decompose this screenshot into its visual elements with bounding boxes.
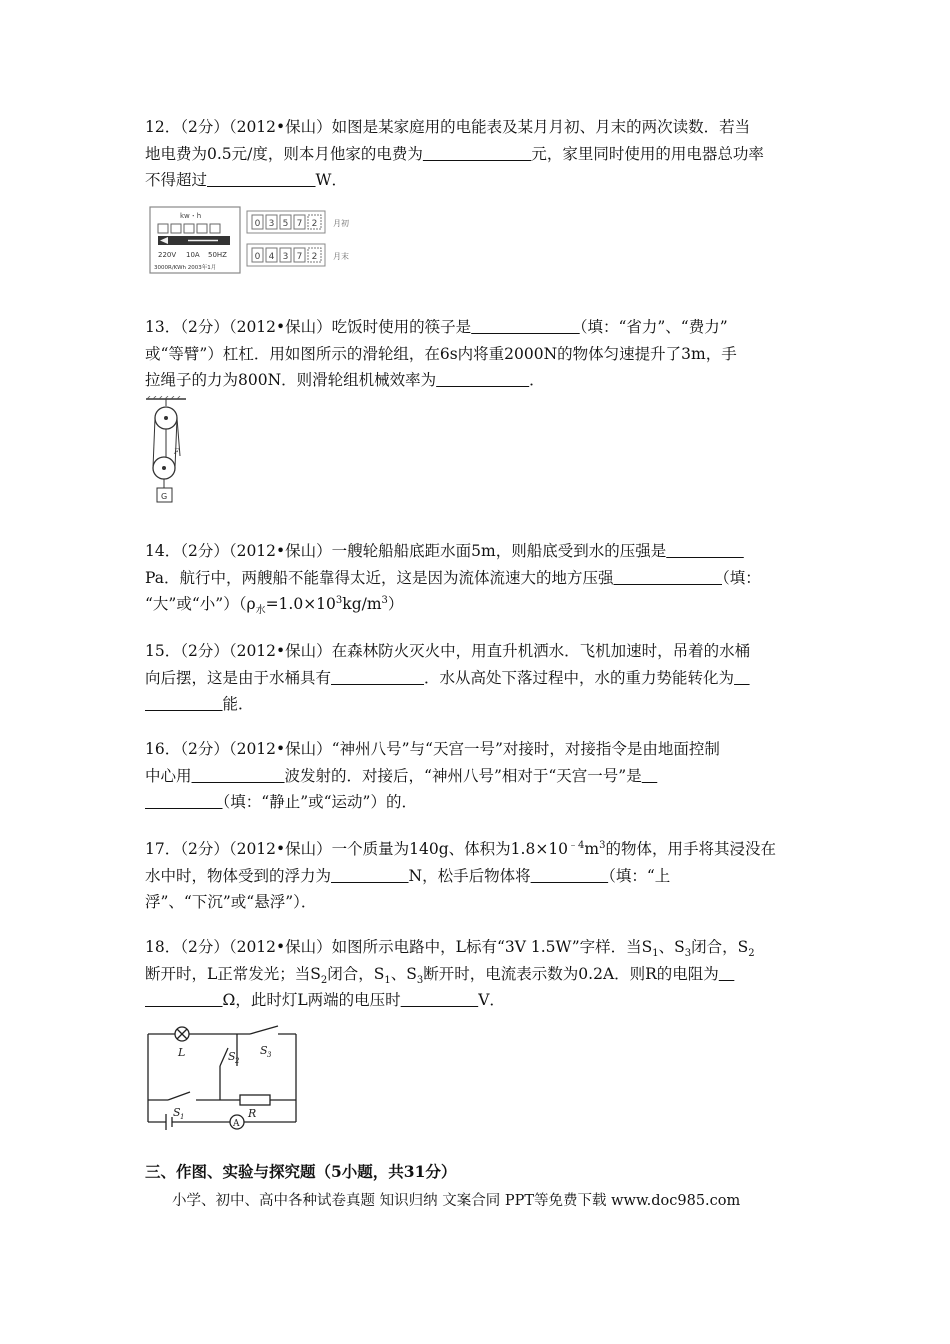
answer-blank [145,991,223,1009]
pulley-system-figure [142,396,192,512]
meter-frequency: 50HZ [208,251,227,259]
q12-line2b: 元，家里同时使用的用电器总功率 [531,144,764,163]
q14-line3c: kg/m [342,595,382,614]
meter-current: 10A [186,251,200,259]
answer-blank [331,867,409,885]
q12-line2a: 地电费为0.5元/度，则本月他家的电费为 [145,144,423,163]
q18-text: 、S [390,964,417,983]
footer-text: 小学、初中、高中各种试卷真题 知识归纳 文案合同 PPT等免费下载 www.doc985.com [172,1193,741,1209]
subscript: 2 [748,948,755,960]
label-end: 月末 [333,252,349,261]
q14-line1: 14．（2分）（2012•保山）一艘轮船船底距水面5m，则船底受到水的压强是 [145,542,667,560]
answer-blank [192,767,285,785]
answer-blank [613,569,722,587]
superscript: ﹣4 [568,839,585,851]
end-digit: 4 [268,252,275,262]
q18-text: V． [478,991,505,1010]
start-digit: 3 [268,219,275,229]
electric-meter-figure [148,204,363,276]
answer-blank [207,171,316,189]
subscript: 1 [384,974,391,986]
answer-blank [423,145,532,163]
ammeter-label: A [233,1119,240,1129]
switch-s1-subscript: 1 [180,1113,185,1121]
q14-line3b: =1.0×10 [265,595,336,614]
q18-text: Ω，此时灯L两端的电压时 [222,991,401,1010]
q14-line2a: Pa．航行中，两艘船不能靠得太近，这是因为流体流速大的地方压强 [145,568,614,587]
answer-blank [401,991,479,1009]
q15-line1: 15．（2分）（2012•保山）在森林防火灭火中，用直升机洒水．飞机加速时，吊着的水桶 [145,642,751,660]
start-digit: 7 [296,219,303,229]
switch-s1-label: S [173,1106,181,1119]
start-digit: 5 [282,219,289,229]
answer-blank [531,867,609,885]
q18-text: 闭合，S [691,938,749,956]
q12-line3a: 不得超过 [145,171,208,190]
answer-blank [145,695,223,713]
start-digit: 0 [254,219,261,229]
q15-line2b: ．水从高处下落过程中，水的重力势能转化为 [424,668,735,687]
q18-text: 、S [658,938,685,956]
meter-unit-label: kw・h [180,212,202,220]
question-15 [145,638,815,718]
answer-blank [642,767,658,785]
q13-line1b: （填：“省力”、“费力” [579,318,728,336]
q18-line1a: 18．（2分）（2012•保山）如图所示电路中，L标有“3V 1.5W”字样．当S [145,938,653,956]
superscript: 3 [381,595,388,607]
answer-blank [666,542,744,560]
q17-line1a: 17．（2分）（2012•保山）一个质量为140g、体积为1.8×10 [145,840,569,858]
q17-line3: 浮”、“下沉”或“悬浮”）． [145,893,317,912]
end-digit: 0 [254,252,261,262]
question-16 [145,736,815,816]
subscript: 3 [684,948,692,960]
question-18 [145,934,815,1014]
q15-line2a: 向后摆，这是由于水桶具有 [145,668,332,687]
question-12 [145,114,815,194]
q13-line2: 或“等臂”）杠杠．用如图所示的滑轮组，在6s内将重2000N的物体匀速提升了3m，手 [145,344,737,363]
superscript: 3 [599,839,606,851]
lamp-label: L [178,1046,186,1059]
q14-line3d: ） [387,595,404,614]
answer-blank [719,965,735,983]
q13-line1a: 13．（2分）（2012•保山）吃饭时使用的筷子是 [145,318,472,336]
q15-line3: 能． [222,695,254,714]
q13-line3a: 拉绳子的力为800N．则滑轮组机械效率为 [145,371,437,390]
q17-line2a: 水中时，物体受到的浮力为 [145,866,332,885]
subscript: 1 [652,948,659,960]
q17-line1c: 的物体，用手将其浸没在 [605,840,777,858]
start-digit: 2 [311,219,318,229]
q17-line1b: m [584,840,600,858]
q14-line3a: “大”或“小”）（ρ [145,595,256,614]
circuit-diagram-figure [140,1022,305,1130]
q13-line3b: ． [529,371,545,390]
q18-text: 闭合，S [327,964,385,983]
q14-line2b: （填： [722,568,761,587]
meter-constant: 3000R/KWh 2003年1月 [154,265,217,271]
switch-s3-subscript: 3 [267,1051,272,1059]
superscript: 3 [335,595,343,607]
q16-line1: 16．（2分）（2012•保山）“神州八号”与“天宫一号”对接时，对接指令是由地面控制 [145,740,720,758]
weight-label: G [161,492,168,501]
end-digit: 2 [311,252,318,262]
q17-line2b: N，松手后物体将 [408,866,531,885]
q12-line3b: W． [315,171,347,190]
answer-blank [471,318,580,336]
subscript: 水 [255,605,266,617]
answer-blank [734,669,750,687]
switch-s2-label: S [228,1050,236,1063]
switch-s2-subscript: 2 [235,1057,240,1065]
subscript: 3 [416,974,424,986]
question-14 [145,538,815,618]
end-digit: 7 [296,252,303,262]
q18-text: 断开时，电流表示数为0.2A．则R的电阻为 [423,964,719,983]
question-17 [145,836,815,916]
answer-blank [436,371,529,389]
label-start: 月初 [333,219,349,228]
switch-s3-label: S [260,1044,268,1057]
q12-line1: 12．（2分）（2012•保山）如图是某家庭用的电能表及某月月初、月末的两次读数．若当 [145,118,751,136]
q18-text: 断开时，L正常发光；当S [145,964,321,983]
force-label: F [174,448,179,456]
subscript: 2 [320,974,328,986]
question-13 [145,314,815,394]
q16-line2b: 波发射的．对接后，“神州八号”相对于“天宫一号”是 [284,766,642,785]
answer-blank [145,793,223,811]
q16-line2a: 中心用 [145,766,192,785]
answer-blank [331,669,424,687]
resistor-label: R [248,1107,257,1120]
end-digit: 3 [282,252,289,262]
q16-line3: （填：“静止”或“运动”）的． [222,793,417,812]
section-heading: 三、作图、实验与探究题（5小题，共31分） [145,1162,457,1181]
q17-line2c: （填：“上 [608,866,671,885]
meter-voltage: 220V [158,251,177,259]
